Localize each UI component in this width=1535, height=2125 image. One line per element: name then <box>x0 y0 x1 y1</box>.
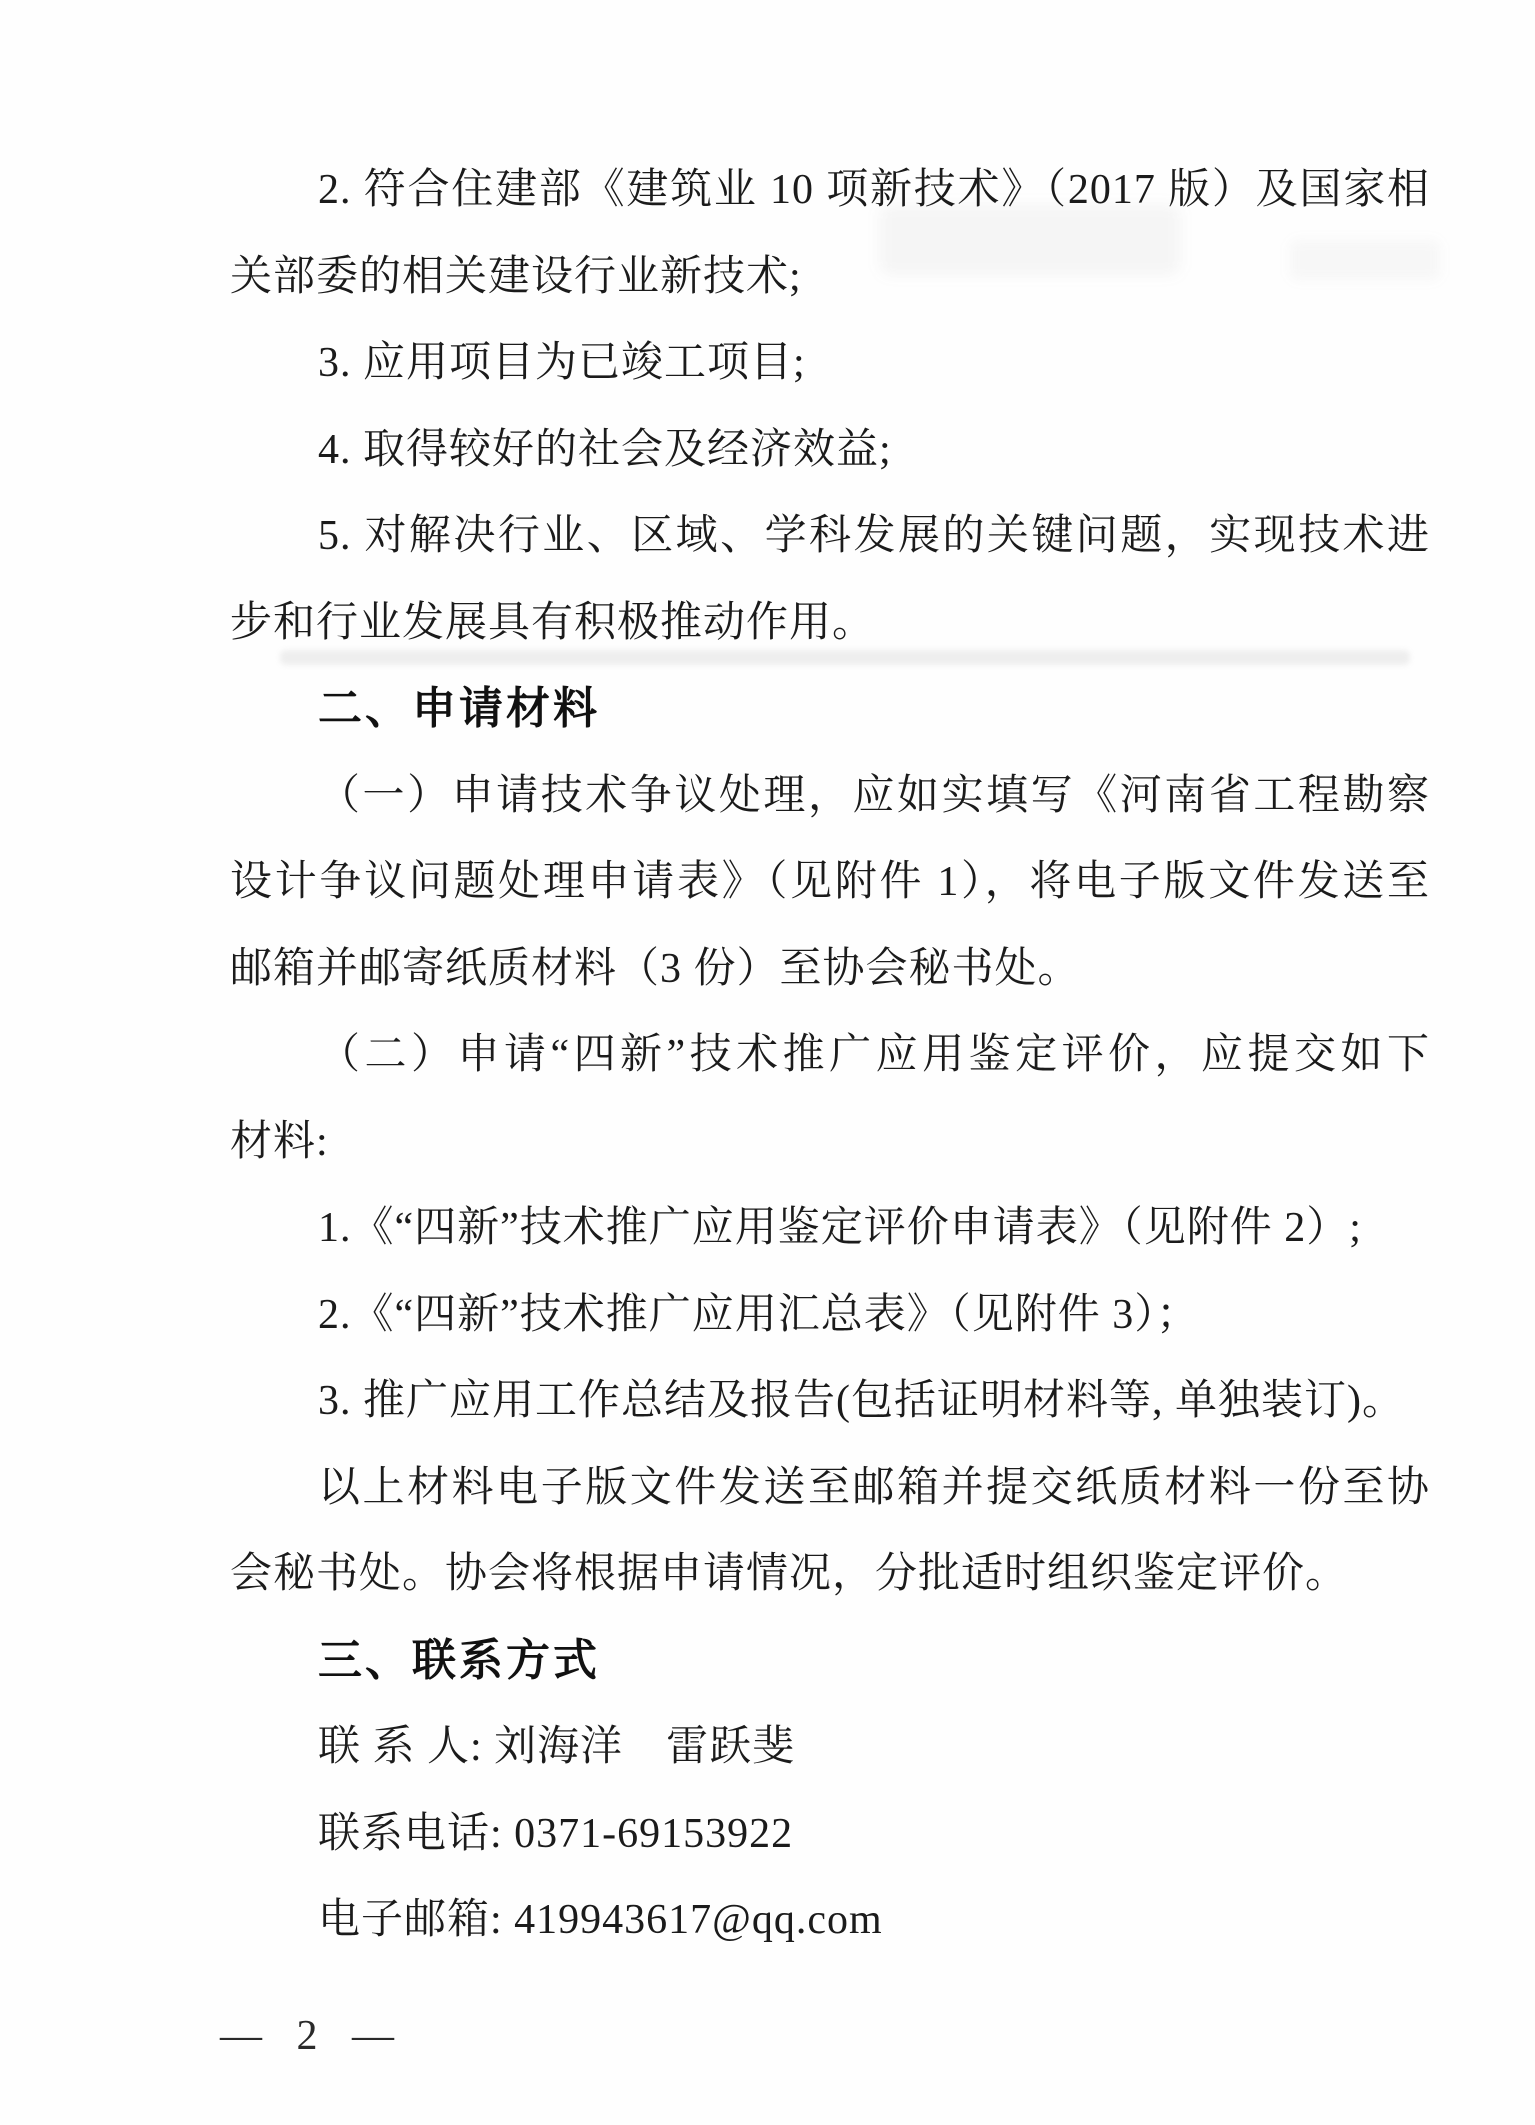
document-text-block <box>230 147 1430 1964</box>
contact-email-line: 电子邮箱: 419943617@qq.com <box>318 1897 883 1943</box>
text-line: 邮箱并邮寄纸质材料（3 份）至协会秘书处。 <box>230 945 1081 992</box>
text-line: （二）申请“四新”技术推广应用鉴定评价，应提交如下 <box>318 1032 1430 1078</box>
text-line: 步和行业发展具有积极推动作用。 <box>230 599 876 646</box>
text-line: 设计争议问题处理申请表》（见附件 1），将电子版文件发送至 <box>230 859 1430 905</box>
text-line: （一）申请技术争议处理，应如实填写《河南省工程勘察 <box>318 772 1430 819</box>
contact-person-line: 联 系 人: 刘海洋 雷跃斐 <box>318 1724 796 1770</box>
contact-phone-line: 联系电话: 0371-69153922 <box>318 1810 794 1857</box>
text-line: 2.《“四新”技术推广应用汇总表》（见附件 3）； <box>318 1291 1200 1338</box>
text-line: 材料: <box>230 1118 329 1165</box>
text-line: 4. 取得较好的社会及经济效益; <box>318 426 892 473</box>
page-number: — 2 — <box>220 2013 406 2059</box>
text-line: 关部委的相关建设行业新技术; <box>230 253 802 300</box>
text-line: 以上材料电子版文件发送至邮箱并提交纸质材料一份至协 <box>318 1464 1430 1511</box>
text-line: 会秘书处。协会将根据申请情况，分批适时组织鉴定评价。 <box>230 1551 1349 1597</box>
text-line: 5. 对解决行业、区域、学科发展的关键问题，实现技术进 <box>318 513 1430 559</box>
text-line: 2. 符合住建部《建筑业 10 项新技术》（2017 版）及国家相 <box>318 167 1430 213</box>
text-line: 3. 推广应用工作总结及报告(包括证明材料等, 单独装订)。 <box>318 1378 1405 1424</box>
text-line: 1.《“四新”技术推广应用鉴定评价申请表》（见附件 2）; <box>318 1205 1362 1251</box>
text-line: 3. 应用项目为已竣工项目; <box>318 340 806 386</box>
section-heading: 二、申请材料 <box>318 684 600 733</box>
section-heading: 三、联系方式 <box>318 1635 600 1685</box>
